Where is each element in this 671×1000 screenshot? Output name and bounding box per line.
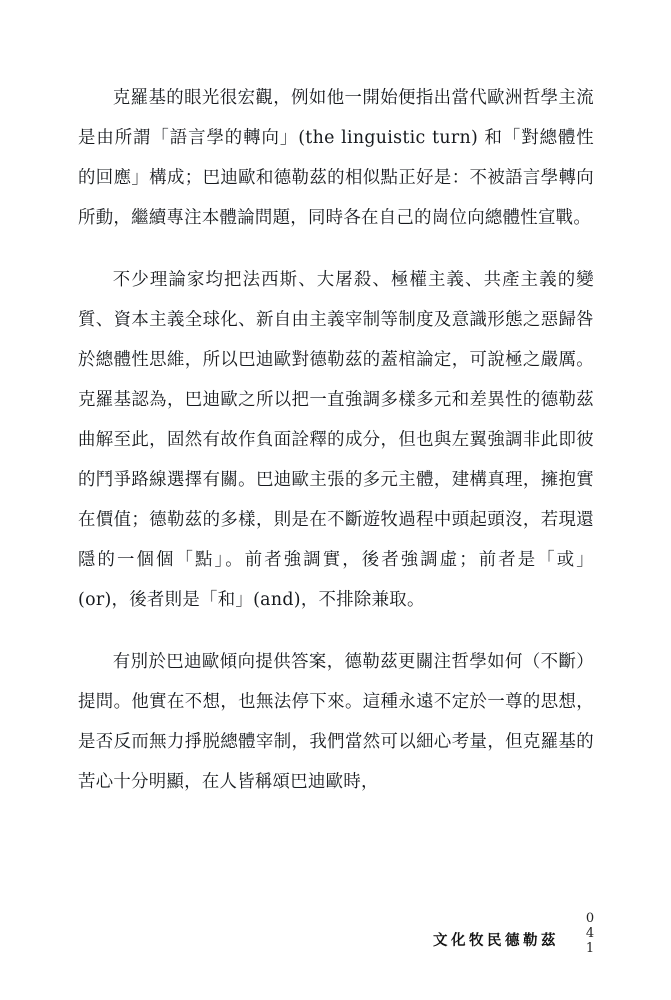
page-number-digit-1: 0 bbox=[585, 911, 595, 926]
paragraph-2: 不少理論家均把法西斯、大屠殺、極權主義、共產主義的變質、資本主義全球化、新自由主義宰制等制度及意識形態之惡歸咎於總體性思維，所以巴迪歐對德勒茲的蓋棺論定，可說極之嚴厲。克羅基認為，巴迪歐之所以把一直強調多樣多元和差異性的德勒茲曲解至此，固然有故作負面詮釋的成分，但也與左翼強調非此即彼的鬥爭路線選擇有關。巴迪歐主張的多元主體，建構真理，擁抱實在價值；德勒茲的多樣，則是在不斷遊牧過程中頭起頭沒，若現還隱的一個個「點」。前者強調實，後者強調虛；前者是「或」(or)，後者則是「和」(and)，不排除兼取。 bbox=[78, 270, 594, 610]
paragraph-3: 有別於巴迪歐傾向提供答案，德勒茲更關注哲學如何（不斷）提問。他實在不想，也無法停下來。這種永遠不定於一尊的思想，是否反而無力掙脱總體宰制，我們當然可以細心考量，但克羅基的苦心十分明顯，在人皆稱頌巴迪歐時， bbox=[78, 652, 594, 792]
page-number-digit-2: 4 bbox=[585, 926, 595, 941]
body-text-column bbox=[78, 78, 594, 802]
running-title: 文化牧民德勒茲 bbox=[433, 932, 559, 949]
paragraph-1: 克羅基的眼光很宏觀，例如他一開始便指出當代歐洲哲學主流是由所謂「語言學的轉向」(the linguistic turn) 和「對總體性的回應」構成；巴迪歐和德勒茲的相似點正好是：不被語言學轉向所動，繼續專注本體論問題，同時各在自己的崗位向總體性宣戰。 bbox=[78, 88, 594, 228]
page-number-digit-3: 1 bbox=[585, 941, 595, 956]
page-footer bbox=[0, 896, 671, 956]
page-number bbox=[579, 911, 601, 956]
